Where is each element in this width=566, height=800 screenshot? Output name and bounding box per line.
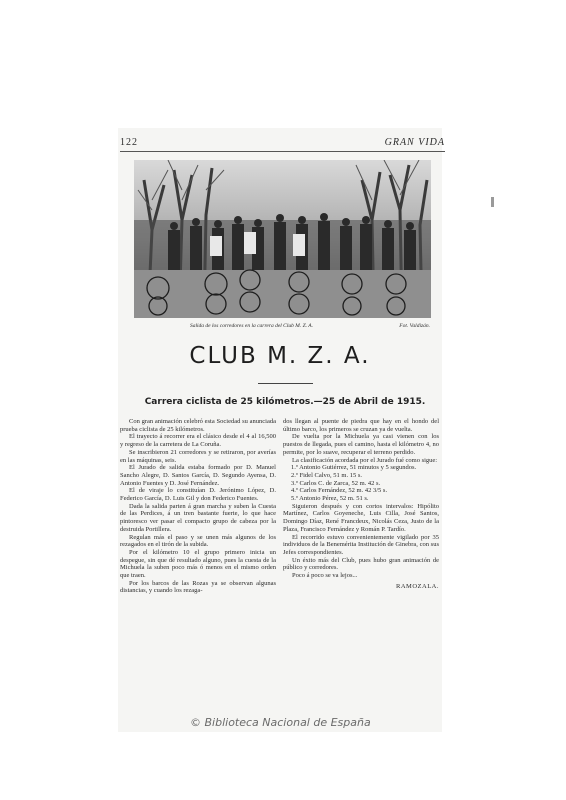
- photo-illustration: [134, 160, 431, 318]
- article-subtitle: Carrera ciclista de 25 kilómetros.—25 de Abril de 1915.: [144, 397, 426, 407]
- paragraph: De vuelta por la Michuela ya casi vienen con los puestos de llegada, pues el camino, hasta el kilómetro 4, no permite, por lo suave, recuperar el terreno perdido.: [283, 433, 439, 456]
- paragraph: Poco á poco se va lejos...: [292, 572, 358, 580]
- placing-item: 1.º Antonio Gutiérrez, 51 minutos y 5 segundos.: [291, 464, 417, 472]
- page-header: [120, 137, 445, 151]
- paragraph: Se inscribieron 21 corredores y se retiraron, por averías en las máquinas, seis.: [120, 448, 276, 464]
- paragraph: Por el kilómetro 10 el grupo primero inicia un despegue, sin que dé resultado alguno, pues la cuesta de la Michuela la suben poco más ó menos en el mismo orden que traen.: [120, 548, 276, 580]
- paragraph: El trayecto á recorrer era el clásico desde el 4 al 16,500 y regreso de la carretera de La Coruña.: [120, 433, 276, 449]
- paragraph: Un éxito más del Club, pues hubo gran animación de público y corredores.: [283, 556, 439, 572]
- photo-credit: Fot. Valdizán.: [399, 323, 430, 329]
- page-number: 122: [120, 137, 138, 148]
- placing-item: 2.º Fidel Calvo, 51 m. 15 s.: [291, 471, 362, 479]
- library-watermark: © Biblioteca Nacional de España: [190, 716, 371, 729]
- author-signature: RAMOZALA.: [396, 582, 439, 590]
- paragraph: Dada la salida parten á gran marcha y suben la Cuesta de las Perdices, á un tren bastante fuerte, lo que hace pintoresco ver pasar el compacto grupo de cabeza por la destruida Portillera.: [120, 502, 276, 533]
- placing-item: 5.º Antonio Pérez, 52 m. 51 s.: [291, 495, 369, 503]
- caption-text: Salida de los corredores en la carrera del Club M. Z. A.: [190, 323, 314, 329]
- paragraph: Por los barcos de las Rozas ya se observan algunas distancias, y cuando los rezaga-: [120, 579, 276, 595]
- header-rule: [120, 151, 445, 152]
- paper-edge-mark: [491, 197, 494, 207]
- photo-caption: [190, 323, 430, 332]
- paragraph: dos llegan al puente de piedra que hay en el hondo del último barco, los primeros se cruzan ya de vuelta.: [283, 418, 439, 433]
- title-rule: [258, 383, 313, 384]
- placing-item: 3.º Carlos C. de Zarca, 52 m. 42 s.: [291, 479, 381, 487]
- paragraph: La clasificación acordada por el Jurado fué como sigue:: [292, 456, 438, 464]
- placing-item: 4.º Carlos Fernández, 52 m. 42 3/5 s.: [291, 487, 388, 495]
- left-column: [120, 418, 276, 595]
- race-start-photo: [134, 160, 431, 318]
- paragraph: El recorrido estuvo convenientemente vigilado por 35 individuos de la Benemérita Institución de Ginebra, con sus Jefes correspondientes.: [283, 533, 439, 556]
- paragraph: Siguieron después y con cortos intervalos: Hipólito Martínez, Carlos Goyeneche, Luis Cilla, José Santos, Domingo Díaz, René Francdeux, Nicolás Ceza, Justo de la Plaza, Francisco Fernández y Román P. Tardío.: [283, 502, 439, 533]
- article-title: CLUB M. Z. A.: [189, 343, 371, 369]
- paragraph: El de viraje lo constituían D. Jerónimo López, D. Federico García, D. Luis Gil y don Federico Fuentes.: [120, 487, 276, 503]
- right-column: [283, 418, 439, 590]
- paragraph: Regulan más el paso y se unen más algunos de los rezagados en el tirón de la subida.: [120, 533, 276, 549]
- paragraph: Con gran animación celebró esta Sociedad su anunciada prueba ciclista de 25 kilómetros.: [120, 418, 276, 433]
- running-title: GRAN VIDA: [384, 137, 445, 148]
- paragraph: El Jurado de salida estaba formado por D. Manuel Sancho Alegre, D. Santos García, D. Segundo Ayensa, D. Antonio Fuentes y D. José Fernández.: [120, 464, 276, 487]
